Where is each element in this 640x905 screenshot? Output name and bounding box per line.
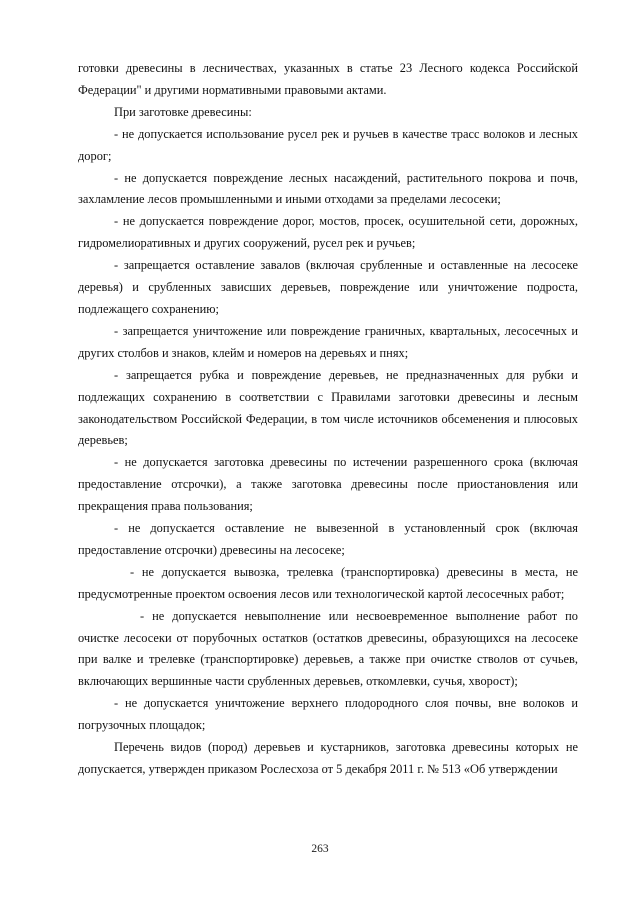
- body-text: [78, 58, 578, 781]
- list-item: - запрещается оставление завалов (включая срубленные и оставленные на лесосеке деревья) и срубленных зависших деревьев, повреждение или уничтожение подроста, подлежащего сохранению;: [78, 258, 578, 316]
- list-item: - запрещается уничтожение или повреждение граничных, квартальных, лесосечных и других столбов и знаков, клейм и номеров на деревьях и пнях;: [78, 323, 578, 360]
- list-item: - не допускается оставление не вывезенной в установленный срок (включая предоставление отсрочки) древесины на лесосеке;: [78, 521, 578, 557]
- list-item: - не допускается невыполнение или несвоевременное выполнение работ по очистке лесосеки от порубочных остатков (остатков древесины, образующихся на лесосеке при валке и трелевке (транспортировке) деревьев, а также при очистке стволов от сучьев, включающих вершинные части срубленных деревьев, откомлевки, сучья, хворост);: [78, 608, 578, 689]
- list-item: - запрещается рубка и повреждение деревьев, не предназначенных для рубки и подлежащих сохранению в соответствии с Правилами заготовки древесины и лесным законодательством Российской Федерации, в том числе источников обсеменения и плюсовых деревьев;: [78, 367, 578, 448]
- list-item: - не допускается уничтожение верхнего плодородного слоя почвы, вне волоков и погрузочных площадок;: [78, 696, 578, 733]
- list-item: - не допускается вывозка, трелевка (транспортировка) древесины в места, не предусмотренные проектом освоения лесов или технологической картой лесосечных работ;: [78, 564, 578, 601]
- paragraph: Перечень видов (пород) деревьев и кустарников, заготовка древесины которых не допускается, утвержден приказом Рослесхоза от 5 декабря 2011 г. № 513 «Об утверждении: [78, 740, 578, 776]
- paragraph: При заготовке древесины:: [114, 104, 252, 119]
- list-item: - не допускается повреждение лесных насаждений, растительного покрова и почв, захламление лесов промышленными и иными отходами за пределами лесосеки;: [78, 170, 578, 207]
- list-item: - не допускается повреждение дорог, мостов, просек, осушительной сети, дорожных, гидромелиоративных и других сооружений, русел рек и ручьев;: [78, 214, 578, 251]
- paragraph: готовки древесины в лесничествах, указанных в статье 23 Лесного кодекса Российской Федерации" и другими нормативными правовыми актами.: [78, 61, 578, 97]
- page-number: 263: [311, 843, 329, 855]
- list-item: - не допускается использование русел рек и ручьев в качестве трасс волоков и лесных дорог;: [78, 126, 578, 163]
- list-item: - не допускается заготовка древесины по истечении разрешенного срока (включая предоставление отсрочки), а также заготовка древесины после приостановления или прекращения права пользования;: [78, 455, 578, 514]
